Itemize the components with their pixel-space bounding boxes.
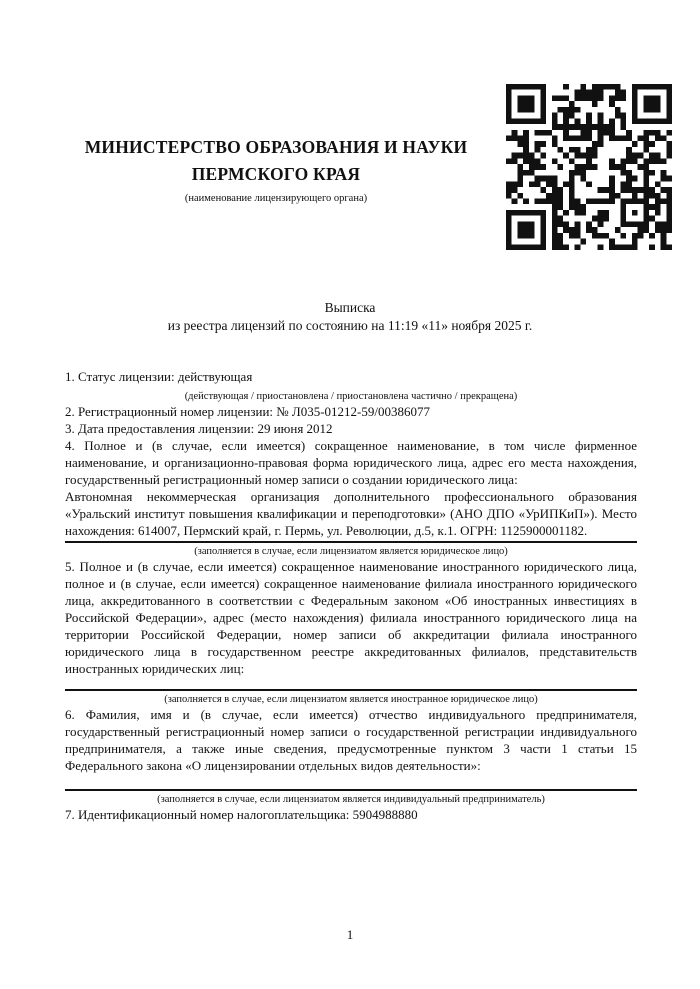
qr-code-image — [506, 84, 672, 250]
item-4-caption: (заполняется в случае, если лицензиатом является юридическое лицо) — [194, 546, 508, 557]
qr-code — [506, 84, 672, 250]
item-4-legal-entity-question: 4. Полное и (в случае, если имеется) сокращенное наименование, в том числе фирменное наименование, и организационно-правовая форма юридического лица, адрес его места нахождения, государственный регистрационный номер записи о создании юридического лица: — [65, 438, 637, 487]
document-title-line1: Выписка — [324, 300, 376, 315]
item-4-fill-line — [65, 541, 637, 558]
document-title-line2: из реестра лицензий по состоянию на 11:19 «11» ноября 2025 г. — [167, 318, 533, 333]
item-2-registration-number: 2. Регистрационный номер лицензии: № Л035-01212-59/00386077 — [65, 404, 431, 419]
item-5-caption: (заполняется в случае, если лицензиатом является иностранное юридическое лицо) — [164, 694, 538, 705]
item-6-entrepreneur-question: 6. Фамилия, имя и (в случае, если имеется) отчество индивидуального предпринимателя, государственный регистрационный номер записи о государственной регистрации индивидуального предпринимателя, а также иные сведения, предусмотренные пунктом 3 части 1 статьи 15 Федерального закона «О лицензировании отдельных видов деятельности»: — [65, 707, 637, 773]
item-6-fill-line — [65, 789, 637, 806]
licensing-authority-header — [60, 134, 492, 205]
page-number: 1 — [346, 927, 354, 942]
item-7-taxpayer-number: 7. Идентификационный номер налогоплательщика: 5904988880 — [65, 807, 418, 822]
item-5-fill-line — [65, 689, 637, 706]
item-4-legal-entity-value: Автономная некоммерческая организация дополнительного профессионального образования «Уральский институт повышения квалификации и переподготовки» (АНО ДПО «УрИПКиП»). Место нахождения: 614007, Пермский край, г. Пермь, ул. Революции, д.5, к.1. ОГРН: 1125900001182. — [65, 489, 637, 538]
ministry-name-line2: ПЕРМСКОГО КРАЯ — [191, 164, 361, 184]
item-3-grant-date: 3. Дата предоставления лицензии: 29 июня 2012 — [65, 421, 333, 436]
item-1-license-status: 1. Статус лицензии: действующая — [65, 369, 253, 384]
item-1-caption: (действующая / приостановлена / приостановлена частично / прекращена) — [184, 391, 518, 402]
ministry-name-caption: (наименование лицензирующего органа) — [184, 193, 368, 204]
document-body — [65, 368, 637, 823]
item-5-foreign-entity-question: 5. Полное и (в случае, если имеется) сокращенное наименование иностранного юридического лица, полное и (в случае, если имеется) сокращенное наименование филиала иностранного юридического лица, аккредитованного в соответствии с Федеральным законом «Об иностранных инвестициях в Российской Федерации», адрес (место нахождения) филиала иностранного юридического лица на территории Российской Федерации, номер записи об аккредитации филиала иностранного юридического лица в государственном реестре аккредитованных филиалов, представительств иностранных юридических лиц: — [65, 559, 637, 676]
item-6-caption: (заполняется в случае, если лицензиатом является индивидуальный предприниматель) — [157, 794, 545, 805]
document-title — [64, 299, 636, 335]
ministry-name-line1: МИНИСТЕРСТВО ОБРАЗОВАНИЯ И НАУКИ — [84, 137, 468, 157]
